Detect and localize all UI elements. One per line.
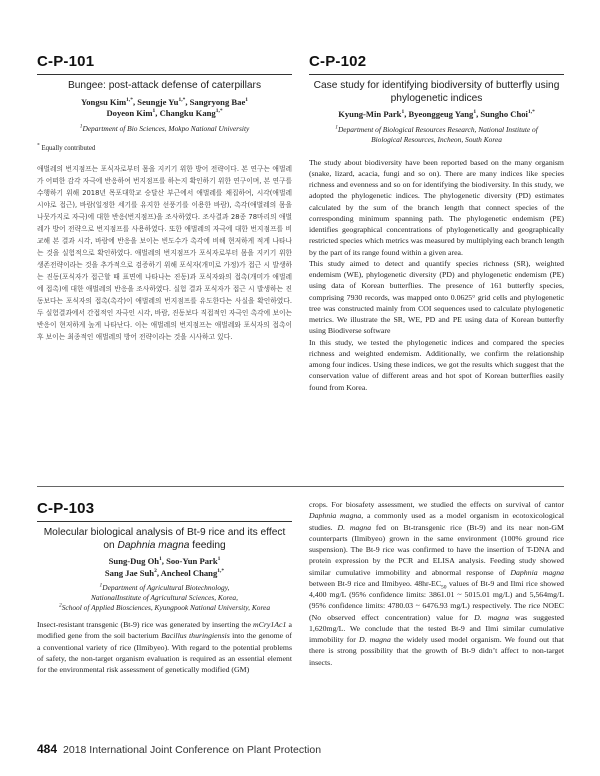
abstract-c-p-101: [37, 53, 292, 343]
body-text: between Bt-9 rice and Ilmibyeo. 48hr-EC: [309, 578, 442, 588]
body-text: Insect-resistant transgenic (Bt-9) rice was generated by inserting the: [37, 620, 254, 629]
title-text: feeding: [189, 539, 226, 551]
species-name: Daphnia magna: [510, 567, 565, 577]
abstract-code: C-P-101: [37, 53, 292, 75]
body-text: , a commonly used as a model organism in ecotoxicological studies.: [309, 511, 564, 532]
affiliation-text: Department of Biological Resources Research, National Institute of Biological Resources, Incheon, South Korea: [337, 124, 538, 144]
author-name: Kyung-Min Park: [338, 109, 402, 119]
author-name: Sang Jae Suh: [104, 567, 155, 578]
body-text: values of Bt-9 and Ilmi rice showed 4,400 mg/L (95% confidence limits: 3861.01 ~ 5015.01 mg/L) and 5,564mg/L (95% confidence limits: 4780.03 ~ 6476.93 mg/L) respectively. The rice NOEC (No observed effect concentration) value for: [309, 578, 564, 622]
species-name: Bacillus thuringiensis: [161, 631, 230, 641]
author-superscript: 1: [152, 108, 156, 115]
affiliation-text: Department of Bio Sciences, Mokpo National University: [82, 123, 250, 133]
page-footer: [37, 742, 321, 756]
body-paragraph: In this study, we tested the phylogenetic indices and compared the species richness and weighted endemism. Additionally, we confirm the relationship among four indices. Using these indices, we got the results which suggest that the conservation value of different areas and hot spot of Korean butterflies easily found from Korea.: [309, 337, 564, 392]
author-name: , Soo-Yun Park: [161, 556, 218, 566]
author-list: [309, 109, 564, 121]
species-name: D. magna: [337, 522, 372, 532]
author-superscript: 1,*: [215, 108, 223, 115]
abstract-c-p-103: [37, 500, 292, 675]
abstract-body: 애벌레의 번지점프는 포식자로부터 몸을 지키기 위한 방어 전략이다. 본 연구는 애벌레가 어떠한 감각 자극에 반응하여 번지점프를 하는지 확인하기 위한 연구이며, 본 연구를 수행하기 위해 2018년 목포대학교 승달산 부근에서 애벌레를 채집하여, 시각(애벌레 시야로 접근), 바람(일정한 세기를 유지한 선풍기를 이용한 바람), 촉각(애벌레의 몸을 나뭇가지로 자극)에 대한 반응(번지점프)을 조사하였다. 조사결과 28종 78마리의 애벌레가 방어 전략으로 번지점프를 사용하였다. 또한 애벌레의 자극에 대한 번지점프를 비교해 본 결과 시각, 바람에 반응을 보이는 빈도수가 촉각에 비해 현저하게 적게 나타나는 것을 실험적으로 확인하였다. 애벌레의 번지점프가 포식자로부터 몸을 지키기 위한 생존전략이라는 것을 추가적으로 검증하기 위해 포식자(개미로 가정)가 접근 시 발생하는 진동(포식자가 접근할 때 표면에 나타나는 진동)과 포식자와의 접촉(개미가 애벌레에 접촉)에 대한 애벌레의 반응을 조사하였다. 실험 결과 포식자가 접근 시 발생하는 진동보다는 포식자의 접촉(촉각)이 애벌레의 번지점프를 유도한다는 사실을 확인하였다. 두 실험결과에서 간접적인 자극인 시각, 바람, 진동보다 직접적인 자극인 촉각에 보이는 반응이 현저하게 높게 나타난다. 이는 애벌레의 번지점프는 애벌레와 포식자의 접촉이후 보이는 최종적인 애벌레의 방어 전략이라는 것을 시사하고 있다.: [37, 164, 292, 341]
author-superscript: 1: [473, 109, 477, 116]
affiliation-superscript: 1: [335, 124, 338, 131]
affiliation-superscript: 2: [58, 602, 62, 609]
abstract-title: Bungee: post-attack defense of caterpillars: [67, 80, 262, 91]
author-superscript: 1: [245, 96, 249, 103]
abstract-code: C-P-102: [309, 53, 564, 75]
author-name: , Changku Kang: [155, 108, 216, 118]
species-name: Daphnia magna: [309, 511, 362, 521]
affiliation-text: School of Applied Biosciences, Kyungpook National University, Korea: [61, 603, 271, 612]
abstract-c-p-103-continued: [309, 499, 564, 668]
author-superscript: 1: [217, 556, 221, 563]
author-name: Sung-Dug Oh: [108, 556, 160, 566]
abstract-body: [309, 499, 564, 668]
section-divider: [37, 486, 564, 487]
author-superscript: 1,*: [217, 567, 225, 574]
affiliation: [37, 124, 292, 134]
body-text: into the genome of a conventional variety of rice (Ilmibyeo). With regard to the potential problems of safety, the non-target organism evaluation is required as an essential element for the environmental risk assessment of genetically modified (GM): [37, 631, 292, 674]
body-text: was suggested 1,620mg/L. We conclude that the tested Bt-9 and Ilmi similar cumulative immobility for: [309, 612, 564, 644]
author-list: [37, 97, 292, 120]
footnote: [37, 142, 292, 152]
author-name: , Sangryong Bae: [185, 96, 246, 107]
affiliation-text: NationalInstitute of Agricultural Sciences, Korea,: [91, 593, 238, 602]
abstract-title: [37, 527, 292, 552]
gene-name: mCry1Ac1: [253, 620, 287, 629]
author-superscript: 1: [159, 556, 162, 563]
author-superscript: 1: [401, 109, 405, 116]
body-text: a modified gene from the soil bacterium: [37, 620, 292, 641]
author-superscript: 2: [154, 567, 157, 574]
abstract-body: [309, 157, 564, 393]
affiliation-text: Department of Agricultural Biotechnology,: [102, 583, 230, 592]
body-paragraph: The study about biodiversity have been reported based on the many organism (snake, lizard, acacia, fungi and so on). There are many indices like species richness and evenness and so on for identifying the biodiversity. In this study, we adopted the phylogenetic indices. The phylogenetic diversity (PD) estimates calculated by the sum of the branch length that connect species of the corresponding minimum spanning path. The phylogenetic endemism (PE) identifies geographical concentrations of phylogenetically and geographically restricted species which metrics was measured by multiplying each branch length by the part of its range found within a given area.: [309, 157, 564, 257]
author-list: [37, 556, 292, 579]
author-name: , Byeonggeug Yang: [404, 109, 474, 119]
affiliation: [37, 583, 292, 613]
abstract-title: Case study for identifying biodiversity of butterfly using phylogenetic indices: [313, 80, 560, 104]
author-name: Yongsu Kim: [80, 96, 127, 107]
species-name: D. magna: [358, 635, 391, 644]
author-name: , Ancheol Chang: [156, 567, 218, 578]
conference-name: 2018 International Joint Conference on Plant Protection: [63, 744, 322, 756]
abstract-c-p-102: [309, 53, 564, 393]
title-species: Daphnia magna: [117, 539, 190, 551]
subscript: 50: [441, 584, 447, 591]
author-superscript: 1,*: [126, 96, 133, 103]
page-number: 484: [37, 742, 58, 756]
title-text: Molecular biological analysis of Bt-9 rice and its effect on: [43, 527, 286, 551]
body-text: fed on Bt-transgenic rice (Bt-9) and its near non-GM counterparts (Ilmibyeo) grown in the same environment (100% ground rice suspension). The Bt-9 rice was confirmed to have the insertion of T-DNA and protein expression by the PCR and ELISA analysis. Feeding study showed similar cumulative immobility and abnormal response of: [309, 522, 564, 577]
species-name: D. magna: [474, 612, 510, 622]
body-paragraph: This study aimed to detect and quantify species richness (SR), weighted endemism (WE), phylogenetic diversity (PD) and phylogenetic endemism (PE) using data of Korean butterflies. The presence of 161 butterfly species, comprising 7930 records, was mapped onto 0.0625° grid cells and phylogenetic tree was constructed mainly from COI sequences used to calculate phylogenetic metrics. We illustrate the SR, WE, PD and PE using data of Korean butterfly using Biodiverse software: [309, 258, 564, 336]
abstract-body: [37, 619, 292, 675]
body-text: crops. For biosafety assessment, we studied the effects on survival of cantor: [309, 500, 564, 509]
author-superscript: 1,*: [527, 109, 535, 116]
abstract-code: C-P-103: [37, 500, 292, 522]
author-name: , Sungho Choi: [476, 109, 528, 119]
footnote-text: Equally contributed: [39, 144, 96, 152]
author-name: Doyeon Kim: [106, 108, 153, 118]
author-superscript: 1,*: [178, 96, 186, 103]
affiliation-superscript: 1: [99, 582, 103, 589]
footnote-marker: *: [37, 142, 40, 149]
body-text: the widely used model organism. We found out that there is strong possibility that the growth of Bt-9 didn’t affect to non-target insects.: [309, 635, 564, 667]
affiliation-superscript: 1: [79, 123, 83, 130]
author-name: , Seungje Yu: [133, 96, 179, 107]
affiliation: [309, 125, 564, 145]
